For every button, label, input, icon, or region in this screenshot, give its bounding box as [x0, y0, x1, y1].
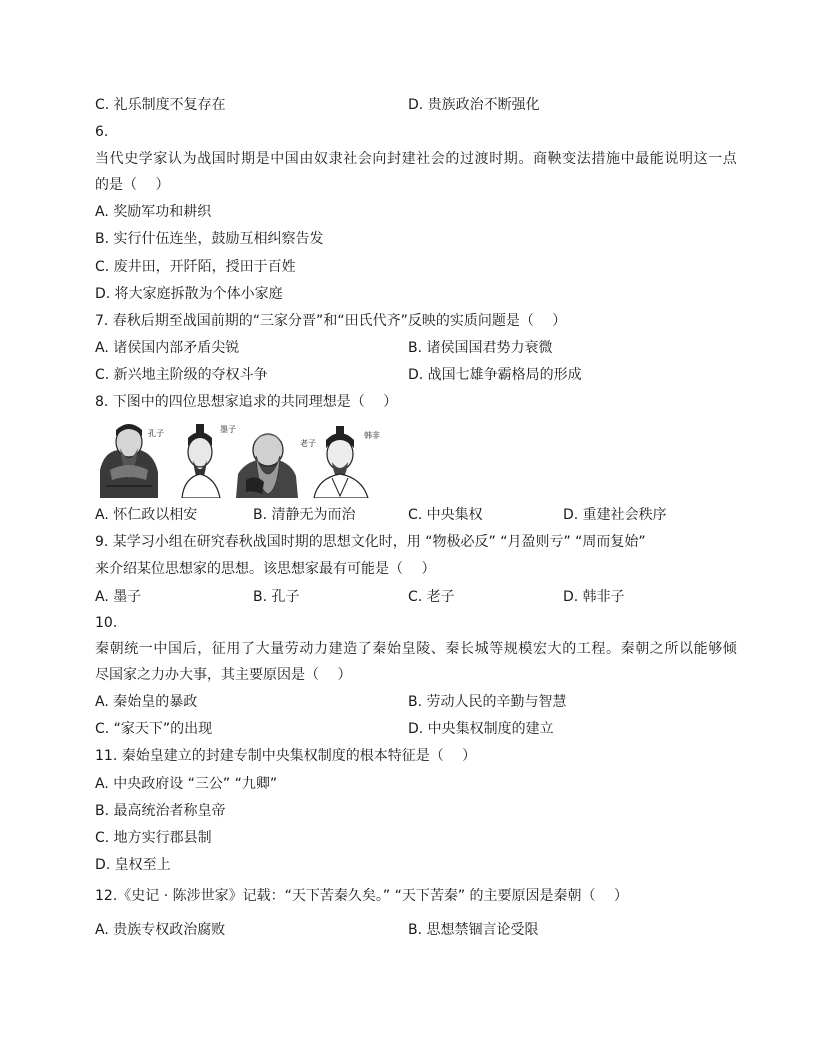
- q6-stem-line1: 当代史学家认为战国时期是中国由奴隶社会向封建社会的过渡时期。商鞅变法措施中最能说明这一点: [95, 151, 738, 167]
- q6-stem-line2: 的是（ ）: [95, 177, 170, 193]
- q5-option-d: D. 贵族政治不断强化: [408, 97, 540, 113]
- q11-stem: 11. 秦始皇建立的封建专制中央集权制度的根本特征是（ ）: [95, 748, 477, 764]
- q11-option-b: B. 最高统治者称皇帝: [95, 803, 226, 819]
- q11-option-c: C. 地方实行郡县制: [95, 830, 212, 846]
- q6-option-a: A. 奖励军功和耕织: [95, 204, 212, 220]
- thinker-label-4: 韩非: [364, 431, 380, 440]
- q6-option-b: B. 实行什伍连坐，鼓励互相纠察告发: [95, 231, 324, 247]
- q6-number: 6.: [95, 124, 109, 140]
- q11-option-d: D. 皇权至上: [95, 857, 171, 873]
- q9-stem-line1: 9. 某学习小组在研究春秋战国时期的思想文化时，用 “物极必反” “月盈则亏” “周而复始”: [95, 534, 646, 550]
- q8-option-a: A. 怀仁政以相安: [95, 507, 198, 523]
- q8-option-d: D. 重建社会秩序: [563, 507, 667, 523]
- q10-option-a: A. 秦始皇的暴政: [95, 694, 198, 710]
- q10-stem-line1: 秦朝统一中国后，征用了大量劳动力建造了秦始皇陵、秦长城等规模宏大的工程。秦朝之所以能够倾: [95, 641, 738, 657]
- q9-option-a: A. 墨子: [95, 589, 142, 605]
- q8-option-b: B. 清静无为而治: [253, 507, 356, 523]
- q7-option-d: D. 战国七雄争霸格局的形成: [408, 367, 582, 383]
- q7-option-a: A. 诸侯国内部矛盾尖锐: [95, 340, 240, 356]
- q7-option-b: B. 诸侯国国君势力衰微: [408, 340, 553, 356]
- thinkers-portrait-figure: [96, 420, 388, 498]
- laozi-portrait: [236, 434, 298, 498]
- q9-option-d: D. 韩非子: [563, 589, 625, 605]
- q10-option-b: B. 劳动人民的辛勤与智慧: [408, 694, 567, 710]
- thinkers-portrait-illustration: [96, 420, 388, 498]
- q7-option-c: C. 新兴地主阶级的夺权斗争: [95, 367, 268, 383]
- q12-option-a: A. 贵族专权政治腐败: [95, 922, 226, 938]
- q10-option-d: D. 中央集权制度的建立: [408, 721, 554, 737]
- q8-option-c: C. 中央集权: [408, 507, 483, 523]
- q8-stem: 8. 下图中的四位思想家追求的共同理想是（ ）: [95, 394, 398, 410]
- q11-option-a: A. 中央政府设 “三公” “九卿”: [95, 776, 278, 792]
- q9-option-b: B. 孔子: [253, 589, 300, 605]
- thinker-label-1: 孔子: [148, 429, 164, 438]
- q10-option-c: C. “家天下”的出现: [95, 721, 213, 737]
- q12-stem: 12.《史记 · 陈涉世家》记载：“天下苦秦久矣。” “天下苦秦” 的主要原因是秦朝（ ）: [95, 888, 628, 904]
- mozi-portrait: [182, 424, 220, 498]
- thinker-label-2: 墨子: [220, 425, 236, 434]
- q9-stem-line2: 来介绍某位思想家的思想。该思想家最有可能是（ ）: [95, 561, 436, 577]
- q6-option-c: C. 废井田，开阡陌，授田于百姓: [95, 259, 296, 275]
- hanfei-portrait: [314, 426, 368, 498]
- q7-stem: 7. 春秋后期至战国前期的“三家分晋”和“田氏代齐”反映的实质问题是（ ）: [95, 313, 567, 329]
- q9-option-c: C. 老子: [408, 589, 455, 605]
- q6-option-d: D. 将大家庭拆散为个体小家庭: [95, 286, 283, 302]
- thinker-label-3: 老子: [300, 439, 316, 448]
- q12-option-b: B. 思想禁锢言论受限: [408, 922, 539, 938]
- q10-stem-line2: 尽国家之力办大事，其主要原因是（ ）: [95, 667, 352, 683]
- q10-number: 10.: [95, 615, 118, 631]
- q5-option-c: C. 礼乐制度不复存在: [95, 97, 226, 113]
